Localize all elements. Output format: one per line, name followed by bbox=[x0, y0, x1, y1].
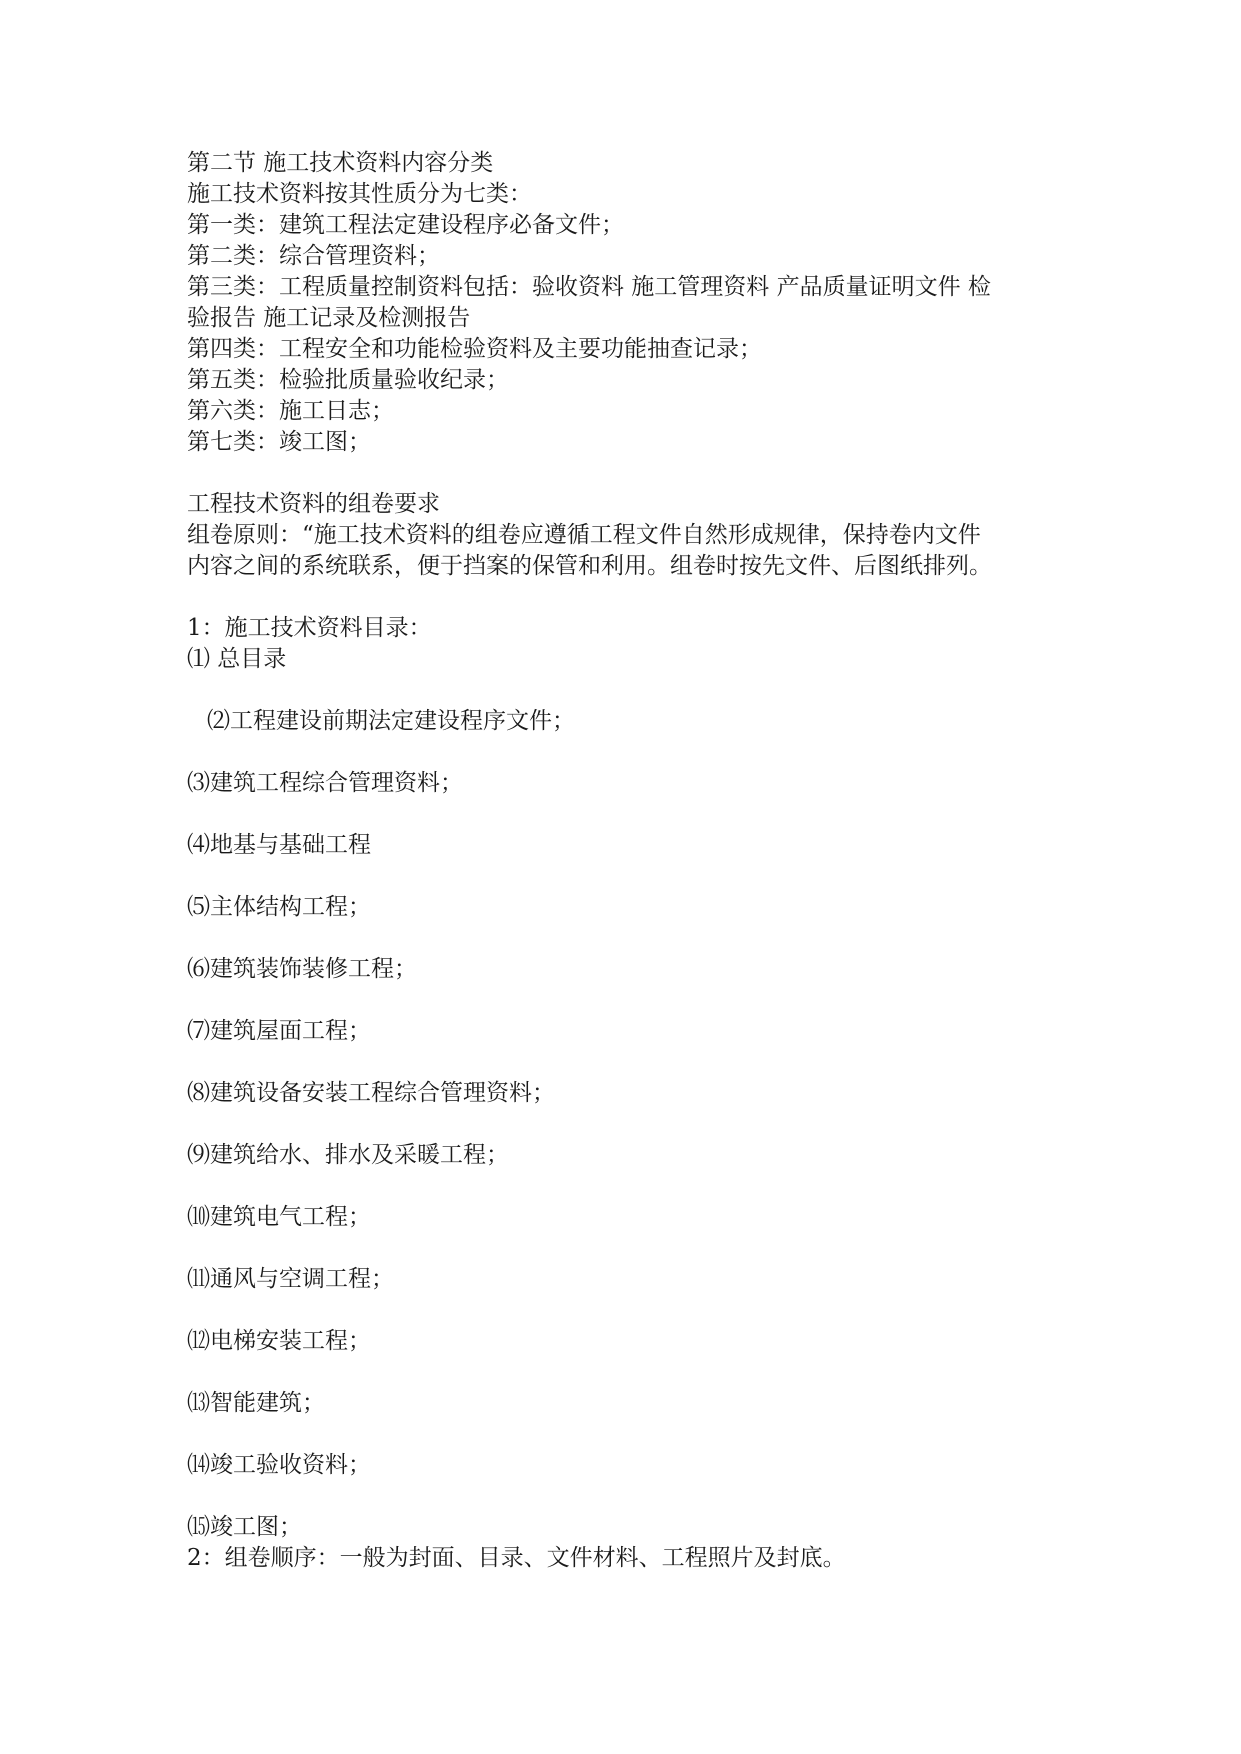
category-line: 第一类：建筑工程法定建设程序必备文件； bbox=[187, 212, 624, 238]
catalog-item: ⑴ 总目录 bbox=[187, 646, 287, 672]
catalog-item: ⑻建筑设备安装工程综合管理资料； bbox=[187, 1080, 555, 1106]
category-line: 第七类：竣工图； bbox=[187, 429, 371, 455]
catalog-item: ⑿电梯安装工程； bbox=[187, 1328, 371, 1354]
catalog-item: ⒂竣工图； bbox=[187, 1514, 302, 1540]
catalog-item: ⒀智能建筑； bbox=[187, 1390, 325, 1416]
catalog-heading: 1：施工技术资料目录： bbox=[187, 615, 432, 641]
order-line: 2：组卷顺序：一般为封面、目录、文件材料、工程照片及封底。 bbox=[187, 1545, 846, 1571]
catalog-item: ⑹建筑装饰装修工程； bbox=[187, 956, 417, 982]
document-page bbox=[187, 148, 1057, 1574]
category-line: 第二类：综合管理资料； bbox=[187, 243, 440, 269]
catalog-item: ⑽建筑电气工程； bbox=[187, 1204, 371, 1230]
catalog-item: ⑷地基与基础工程 bbox=[187, 832, 371, 858]
catalog-item: ⑶建筑工程综合管理资料； bbox=[187, 770, 463, 796]
intro-text: 施工技术资料按其性质分为七类： bbox=[187, 181, 532, 207]
category-line: 第六类：施工日志； bbox=[187, 398, 394, 424]
catalog-item: ⑵工程建设前期法定建设程序文件； bbox=[207, 708, 575, 734]
category-line: 验报告 施工记录及检测报告 bbox=[187, 305, 471, 331]
volume-principle-line: 内容之间的系统联系，便于挡案的保管和利用。组卷时按先文件、后图纸排列。 bbox=[187, 553, 992, 579]
category-line: 第五类：检验批质量验收纪录； bbox=[187, 367, 509, 393]
spacer bbox=[187, 458, 1057, 489]
section-title: 第二节 施工技术资料内容分类 bbox=[187, 150, 494, 176]
catalog-item: ⑸主体结构工程； bbox=[187, 894, 371, 920]
volume-principle-line: 组卷原则：“施工技术资料的组卷应遵循工程文件自然形成规律，保持卷内文件 bbox=[187, 522, 981, 548]
catalog-item: ⑾通风与空调工程； bbox=[187, 1266, 394, 1292]
spacer bbox=[187, 582, 1057, 613]
catalog-item: ⑺建筑屋面工程； bbox=[187, 1018, 371, 1044]
catalog-item: ⑼建筑给水、排水及采暖工程； bbox=[187, 1142, 509, 1168]
catalog-item: ⒁竣工验收资料； bbox=[187, 1452, 371, 1478]
volume-title: 工程技术资料的组卷要求 bbox=[187, 491, 440, 517]
category-line: 第四类：工程安全和功能检验资料及主要功能抽查记录； bbox=[187, 336, 762, 362]
category-line: 第三类：工程质量控制资料包括：验收资料 施工管理资料 产品质量证明文件 检 bbox=[187, 274, 991, 300]
